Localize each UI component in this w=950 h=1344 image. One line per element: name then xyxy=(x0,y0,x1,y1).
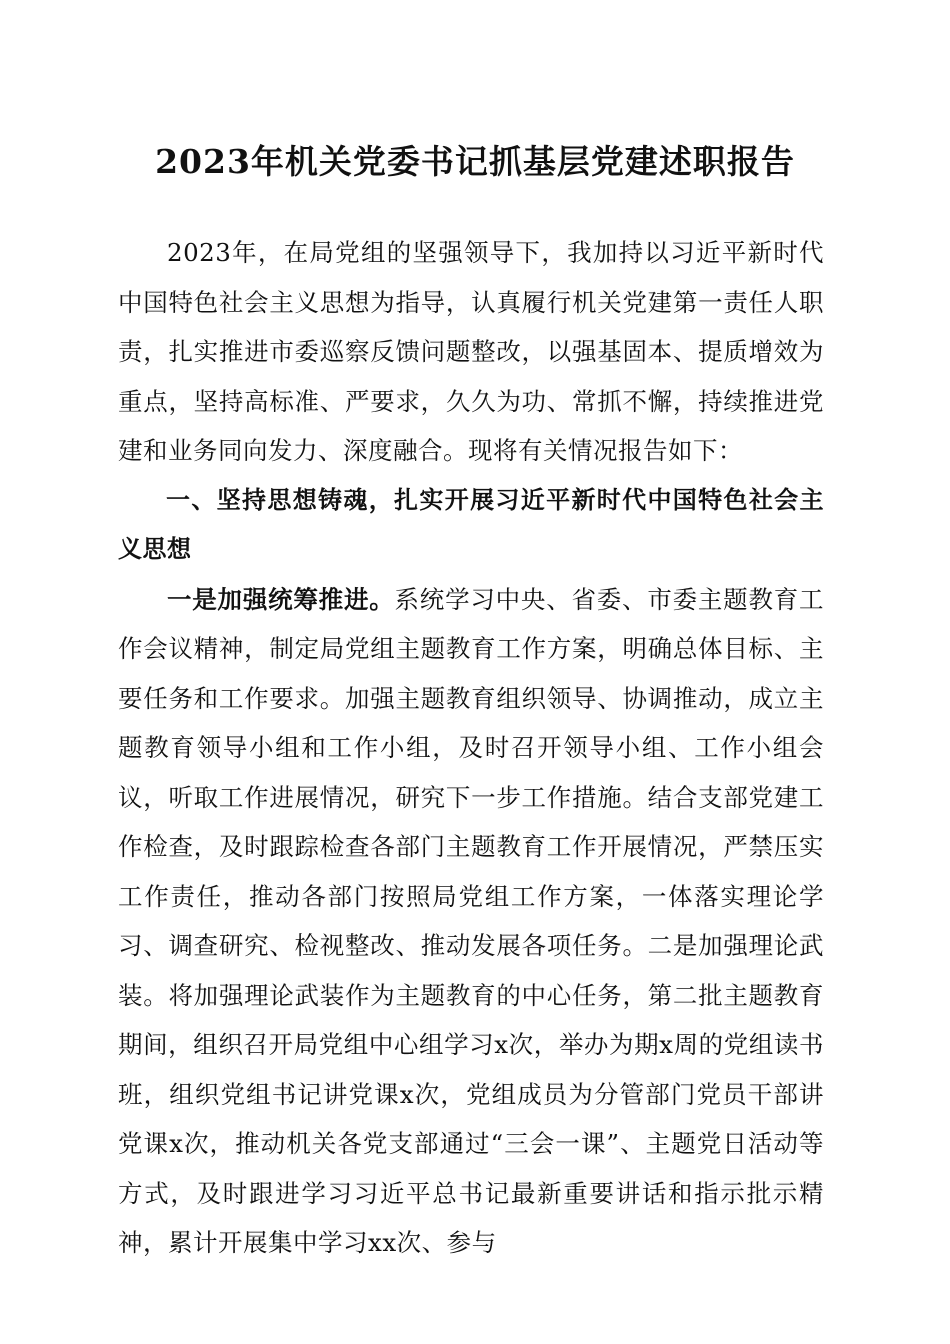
document-title: 2023年机关党委书记抓基层党建述职报告 xyxy=(155,142,795,181)
document-body xyxy=(118,228,824,1268)
section-heading: 一、坚持思想铸魂，扎实开展习近平新时代中国特色社会主义思想 xyxy=(118,485,824,563)
paragraph-lead: 一是加强统筹推进。 xyxy=(167,584,395,614)
paragraph-text: 系统学习中央、省委、市委主题教育工作会议精神，制定局党组主题教育工作方案，明确总体目标、主要任务和工作要求。加强主题教育组织领导、协调推动，成立主题教育领导小组和工作小组，及时召开领导小组、工作小组会议，听取工作进展情况，研究下一步工作措施。结合支部党建工作检查，及时跟踪检查各部门主题教育工作开展情况，严禁压实工作责任，推动各部门按照局党组工作方案，一体落实理论学习、调查研究、检视整改、推动发展各项任务。二是加强理论武装。将加强理论武装作为主题教育的中心任务，第二批主题教育期间，组织召开局党组中心组学习x次，举办为期x周的党组读书班，组织党组书记讲党课x次，党组成员为分管部门党员干部讲党课x次，推动机关各党支部通过“三会一课”、主题党日活动等方式，及时跟进学习习近平总书记最新重要讲话和指示批示精神，累计开展集中学习xx次、参与 xyxy=(118,584,825,1257)
intro-paragraph: 2023年，在局党组的坚强领导下，我加持以习近平新时代中国特色社会主义思想为指导，认真履行机关党建第一责任人职责，扎实推进市委巡察反馈问题整改，以强基固本、提质增效为重点，坚持高标准、严要求，久久为功、常抓不懈，持续推进党建和业务同向发力、深度融合。现将有关情况报告如下： xyxy=(118,238,824,465)
section-paragraph xyxy=(118,575,824,1268)
